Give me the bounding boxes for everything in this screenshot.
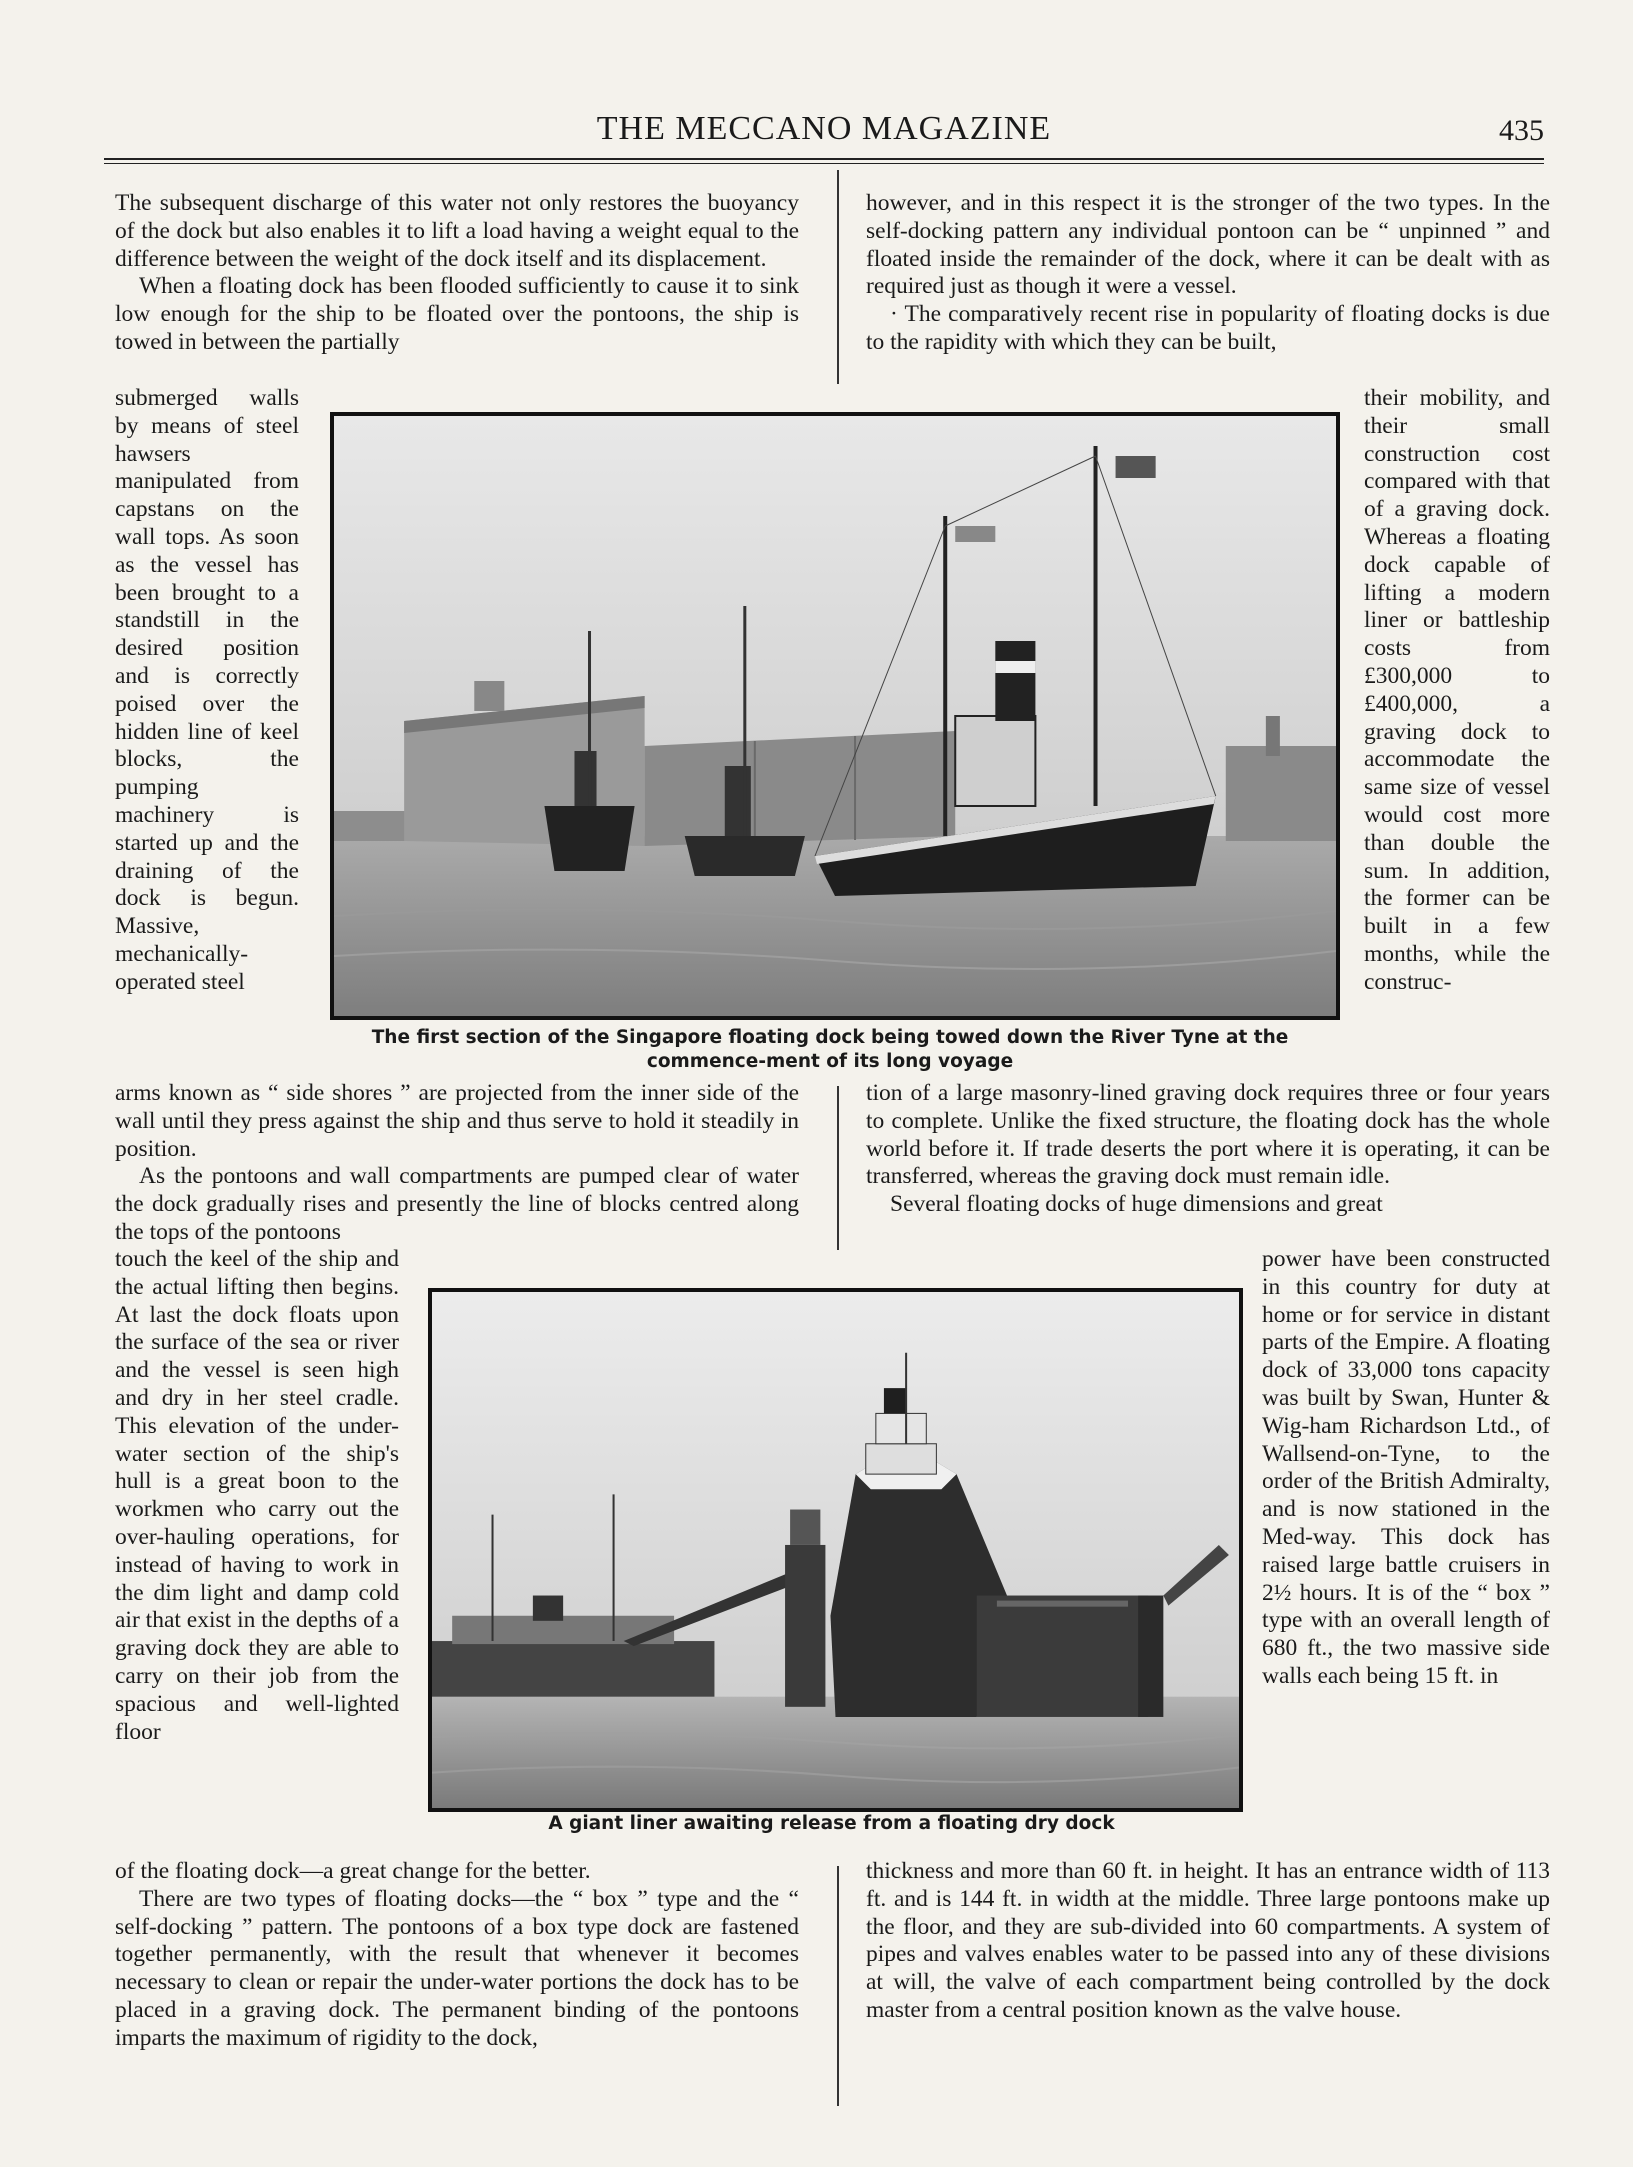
column-divider [837,1866,839,2106]
paragraph: however, and in this respect it is the stronger of the two types. In the self-docking pattern any individual pontoon can be “ unpinned ” and floated inside the remainder of the dock, where it can be dealt with as required just as though it were a vessel. [866,190,1550,300]
paragraph: tion of a large masonry-lined graving dock requires three or four years to complete. Unlike the fixed structure, the floating dock has the whole world before it. If trade deserts the port where it is operating, it can be transferred, whereas the graving dock must remain idle. [866,1080,1550,1190]
paragraph: · The comparatively recent rise in popularity of floating docks is due to the rapidity with which they can be built, [866,301,1550,355]
tugs-towing-dock-image [334,416,1336,1016]
liner-dry-dock-image [432,1292,1239,1808]
paragraph: of the floating dock—a great change for the better. [115,1858,591,1884]
photo-caption-1: The first section of the Singapore floating dock being towed down the River Tyne at the commence-ment of its long voyage [371,1027,1289,1072]
paragraph: submerged walls by means of steel hawsers manipulated from capstans on the wall tops. As soon as the vessel has been brought to a standstill in the desired position and is correctly poised over the hidden line of keel blocks, the pumping machinery is started up and the draining of the dock is begun. Massive, mechanically-operated steel [115,385,299,995]
header-rule [104,158,1544,160]
photo-caption-2: A giant liner awaiting release from a floating dry dock [548,1813,1115,1834]
page-header [104,108,1544,154]
right-column-narrow-1 [1364,385,1550,997]
right-column-middle [866,1080,1550,1219]
header-rule-thin [104,163,1544,164]
paragraph: When a floating dock has been flooded sufficiently to cause it to sink low enough for the ship to be floated over the pontoons, the ship is towed in between the partially [115,273,799,355]
right-column-top [866,190,1550,357]
paragraph: There are two types of floating docks—the “ box ” type and the “ self-docking ” pattern. The pontoons of a box type dock are fastened together permanently, with the result that whenever it becomes necessary to clean or repair the under-water portions the dock has to be placed in a graving dock. The permanent binding of the pontoons imparts the maximum of rigidity to the dock, [115,1885,799,2051]
left-column-middle [115,1080,799,1247]
column-divider [837,1086,839,1250]
photo-tugs-towing-dock [330,412,1340,1020]
photo-liner-dry-dock [428,1288,1243,1812]
paragraph: power have been constructed in this country for duty at home or for service in distant parts of the Empire. A floating dock of 33,000 tons capacity was built by Swan, Hunter & Wig-ham Richardson Ltd., of Wallsend-on-Tyne, to the order of the British Admiralty, and is now stationed in the Med-way. This dock has raised large battle cruisers in 2½ hours. It is of the “ box ” type with an overall length of 680 ft., the two massive side walls each being 15 ft. in [1262,1246,1550,1689]
paragraph: touch the keel of the ship and the actual lifting then begins. At last the dock floats upon the surface of the sea or river and the vessel is seen high and dry in her steel cradle. This elevation of the under-water section of the ship's hull is a great boon to the workmen who carry out the over-hauling operations, for instead of having to work in the dim light and damp cold air that exist in the depths of a graving dock they are able to carry on their job from the spacious and well-lighted floor [115,1246,399,1745]
column-divider [837,170,839,384]
paragraph: thickness and more than 60 ft. in height. It has an entrance width of 113 ft. and is 144 ft. in width at the middle. Three large pontoons make up the floor, and they are sub-divided into 60 compartments. A system of pipes and valves enables water to be passed into any of these divisions at will, the valve of each compartment being controlled by the dock master from a central position known as the valve house. [866,1858,1550,2023]
paragraph: their mobility, and their small construction cost compared with that of a graving dock. Whereas a floating dock capable of lifting a modern liner or battleship costs from £300,000 to £400,000, a graving dock to accommodate the same size of vessel would cost more than double the sum. In addition, the former can be built in a few months, while the construc- [1364,385,1550,995]
paragraph: The subsequent discharge of this water not only restores the buoyancy of the dock but also enables it to lift a load having a weight equal to the difference between the weight of the dock itself and its displacement. [115,190,799,272]
paragraph: arms known as “ side shores ” are projected from the inner side of the wall until they press against the ship and thus serve to hold it steadily in position. [115,1080,799,1162]
magazine-title: THE MECCANO MAGAZINE [596,110,1052,147]
right-column-bottom [866,1858,1550,2025]
paragraph: As the pontoons and wall compartments are pumped clear of water the dock gradually rises and presently the line of blocks centred along the tops of the pontoons [115,1163,799,1245]
left-column-top [115,190,799,357]
left-column-narrow-2 [115,1246,399,1746]
left-column-bottom [115,1858,799,2053]
page-number: 435 [1499,114,1544,147]
right-column-narrow-2 [1262,1246,1550,1691]
left-column-narrow-1 [115,385,299,997]
paragraph: Several floating docks of huge dimensions and great [890,1191,1383,1218]
